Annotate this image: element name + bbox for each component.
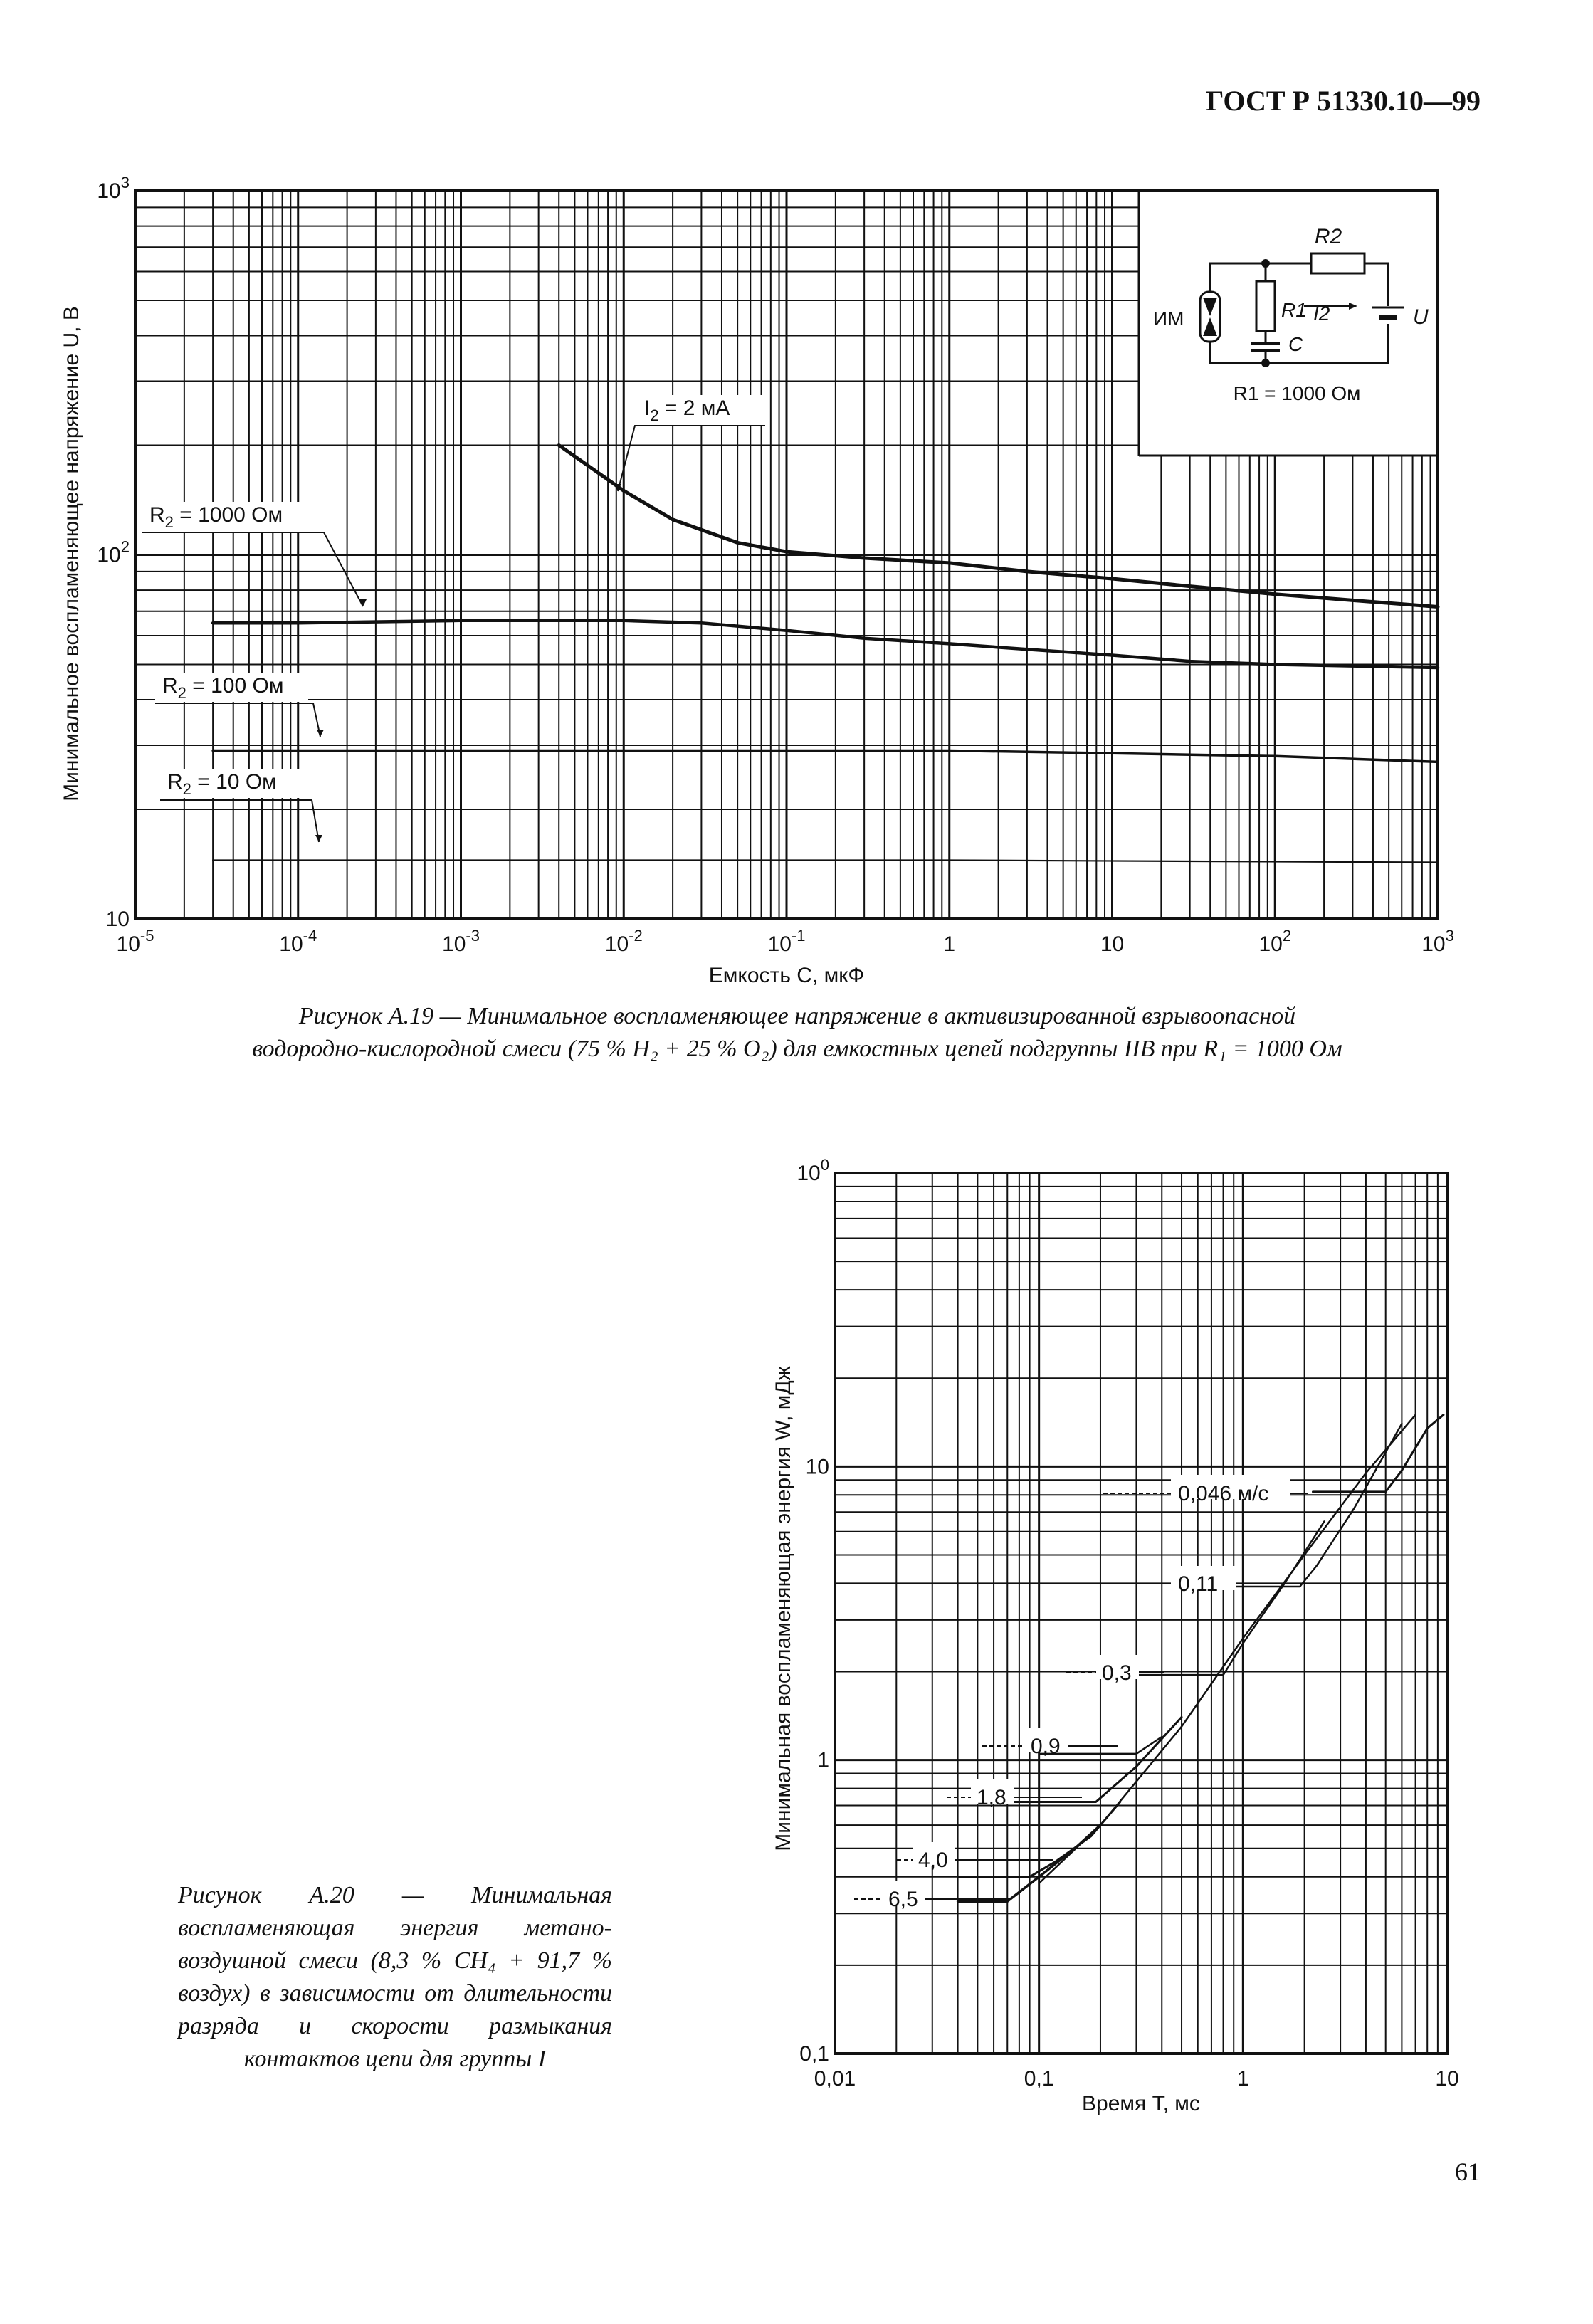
chart1-x-tick-label: $10^{-2}$ bbox=[604, 927, 643, 956]
chart2-series-line bbox=[1130, 1522, 1325, 1676]
chart2-annotation-label: 0,9 bbox=[1031, 1735, 1061, 1758]
document-header: ГОСТ Р 51330.10—99 bbox=[1205, 85, 1481, 117]
chart1-y-tick-label: $10^3$ bbox=[97, 174, 130, 203]
resistor-r1-icon bbox=[1256, 281, 1275, 331]
chart1-x-tick-label: $10^{-4}$ bbox=[279, 927, 317, 956]
chart1-y-axis-label: Минимальное воспламеняющее напряжение U, В bbox=[60, 306, 83, 801]
chart2-annotations bbox=[854, 1475, 1308, 1911]
inset-label-r1: R1 bbox=[1281, 299, 1307, 321]
chart2-grid bbox=[835, 1173, 1447, 2054]
chart1-annotation-arrow bbox=[317, 730, 324, 737]
chart2-x-tick-label: 10 bbox=[1435, 2067, 1459, 2091]
inset-label-r2: R2 bbox=[1314, 225, 1342, 248]
chart2-y-tick-label: 0,1 bbox=[799, 2042, 829, 2066]
chart1-annotation-leader bbox=[142, 532, 363, 606]
chart2-annotation-label: 4,0 bbox=[918, 1849, 948, 1872]
chart2-annotation-label: 0,046 м/с bbox=[1178, 1482, 1269, 1505]
chart1-annotation-label: $R_2 = 10$ Ом bbox=[167, 770, 277, 798]
chart2-annotation-label: 1,8 bbox=[977, 1786, 1006, 1809]
chart2-y-axis-label: Минимальная воспламеняющая энергия W, мДж bbox=[772, 1366, 795, 1851]
chart2-frame bbox=[835, 1173, 1447, 2054]
chart2-y-tick-label: $10^0$ bbox=[796, 1156, 829, 1185]
inset-label-spark-device: ИМ bbox=[1153, 307, 1184, 330]
chart-energy-vs-time bbox=[772, 1156, 1459, 2115]
inset-label-u: U bbox=[1413, 305, 1429, 329]
chart1-y-tick-label: 10 bbox=[105, 908, 130, 931]
chart2-x-tick-label: 0,1 bbox=[1024, 2067, 1054, 2091]
inset-note-r1-value: R1 = 1000 Ом bbox=[1233, 382, 1361, 404]
figure-a19-caption bbox=[64, 1000, 1530, 1066]
chart1-annotation-label: $I_2 = 2$ мА bbox=[644, 396, 730, 424]
chart2-y-tick-label: 10 bbox=[805, 1455, 829, 1479]
chart1-annotation-label: $R_2 = 1000$ Ом bbox=[149, 503, 283, 531]
resistor-r2-icon bbox=[1311, 253, 1365, 273]
page-number: 61 bbox=[1455, 2157, 1481, 2186]
chart1-annotation-label: $R_2 = 100$ Ом bbox=[162, 674, 284, 702]
figure-a19-caption-line1: Рисунок А.19 — Минимальное воспламеняющее напряжение в активизированной взрывоопасной bbox=[298, 1003, 1296, 1029]
chart1-x-tick-label: $10^{-1}$ bbox=[767, 927, 806, 956]
chart1-annotation-leader bbox=[618, 426, 765, 491]
chart2-annotation-label: 6,5 bbox=[888, 1888, 918, 1911]
chart1-x-tick-label: 1 bbox=[943, 932, 956, 956]
chart1-x-tick-label: $10^{-5}$ bbox=[116, 927, 154, 956]
inset-label-i2: I2 bbox=[1313, 303, 1330, 325]
chart1-annotation-leader bbox=[155, 703, 320, 737]
chart1-x-tick-label: $10^2$ bbox=[1258, 927, 1292, 956]
chart-voltage-vs-capacitance bbox=[60, 174, 1454, 987]
chart2-annotation-label: 0,11 bbox=[1178, 1572, 1219, 1596]
chart1-x-tick-label: $10^3$ bbox=[1421, 927, 1454, 956]
figure-a20-caption: Рисунок А.20 — Минимальная воспламеняющая энергия метано-воздушной смеси (8,3 % CH₄ + 91,7 % воздух) в зависимости от длительности разряда и скорости размыкания контактов цепи для группы I bbox=[178, 1882, 612, 2072]
chart1-x-tick-label: $10^{-3}$ bbox=[442, 927, 480, 956]
chart1-x-axis-label: Емкость C, мкФ bbox=[708, 964, 865, 987]
chart2-annotation-label: 0,3 bbox=[1102, 1661, 1132, 1685]
figure-a19-caption-line2: водородно-кислородной смеси (75 % H₂ + 25 % O₂) для емкостных цепей подгруппы IIB при R₁ = 1000 Ом bbox=[252, 1036, 1342, 1062]
chart2-x-tick-label: 0,01 bbox=[814, 2067, 856, 2091]
chart2-y-tick-label: 1 bbox=[817, 1748, 829, 1772]
inset-label-c: C bbox=[1288, 333, 1303, 355]
chart1-y-tick-label: $10^2$ bbox=[97, 537, 130, 567]
circuit-schematic-inset bbox=[1139, 192, 1436, 456]
chart2-x-axis-label: Время T, мс bbox=[1082, 2092, 1200, 2115]
chart2-x-tick-label: 1 bbox=[1236, 2067, 1249, 2091]
chart1-x-tick-label: 10 bbox=[1100, 932, 1125, 956]
chart1-annotation-arrow bbox=[315, 835, 322, 842]
